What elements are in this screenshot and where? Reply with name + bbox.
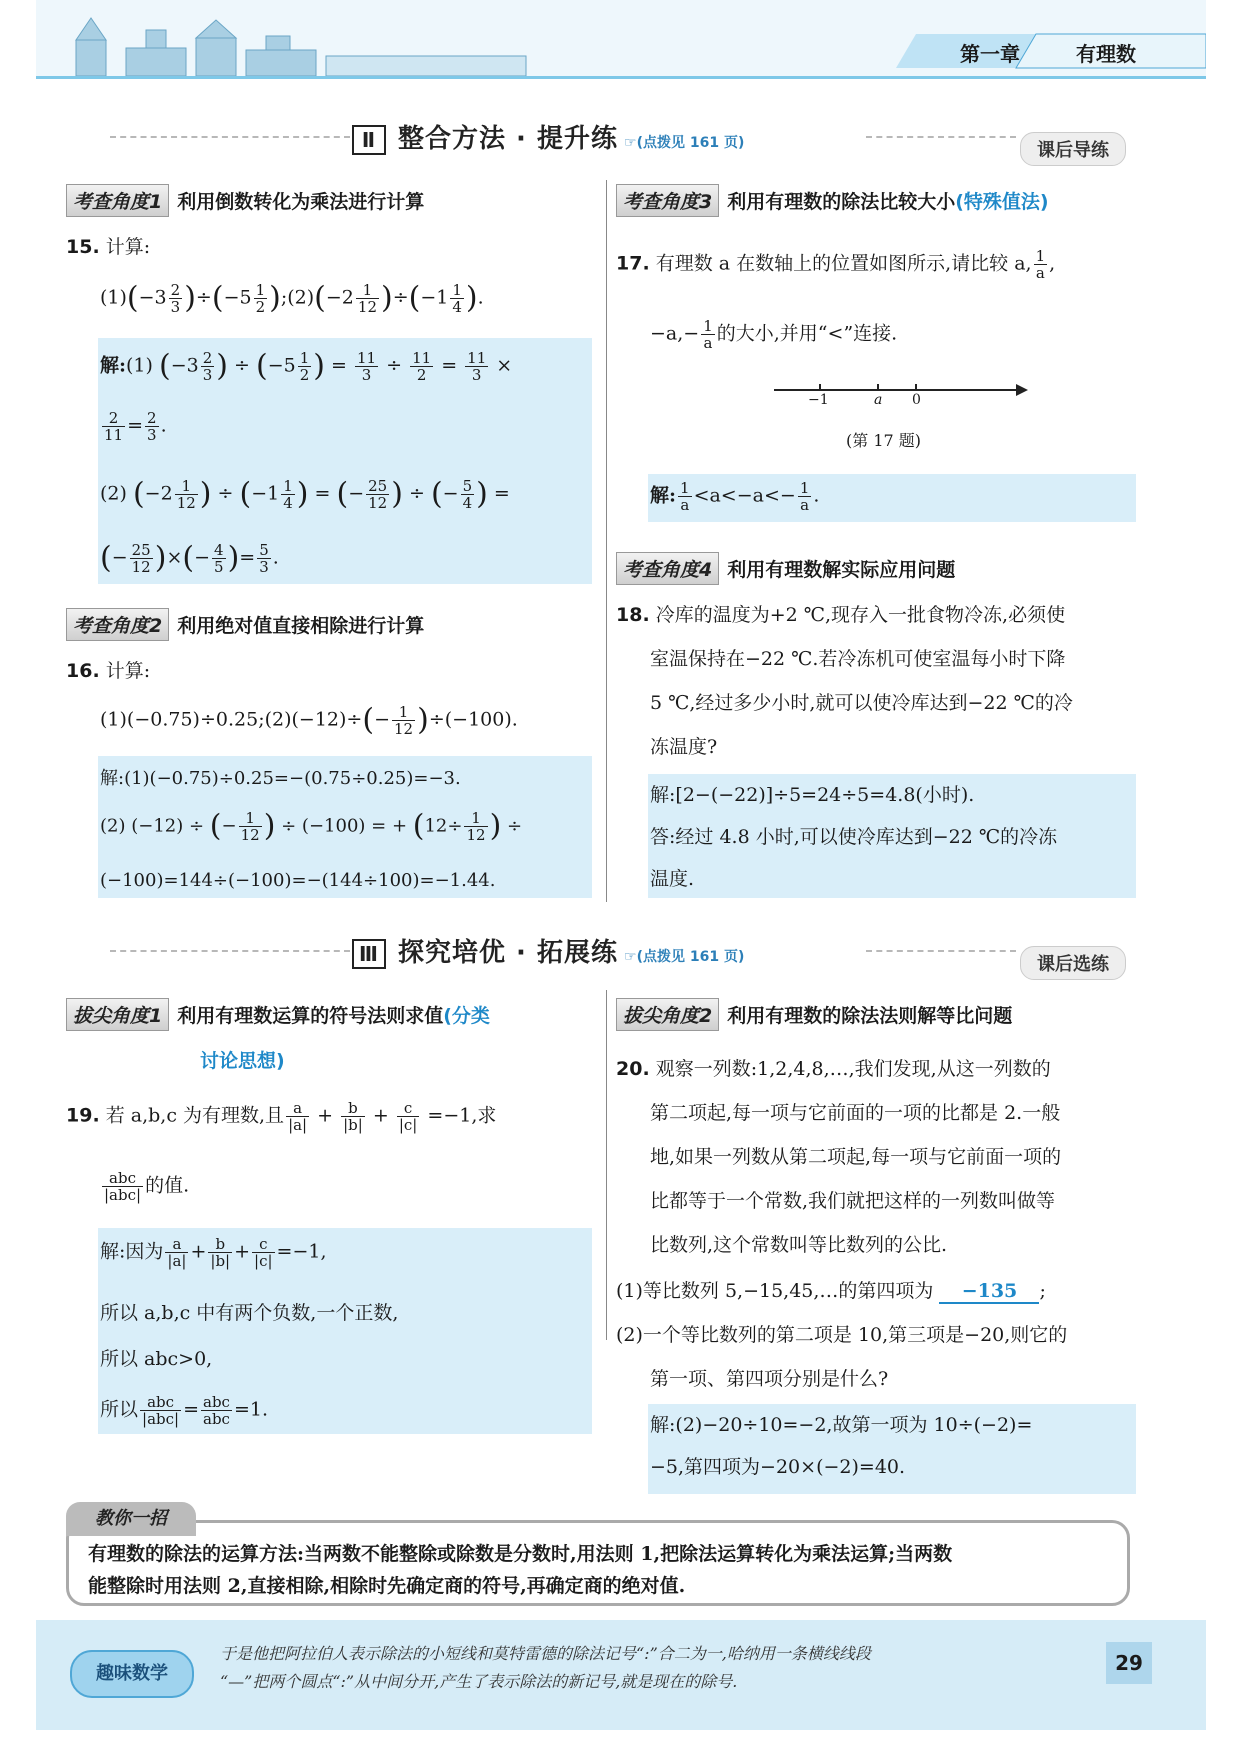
axis-label-neg1: −1 (808, 392, 829, 408)
q16-answer-1: 解:(1)(−0.75)÷0.25=−(0.75÷0.25)=−3. (100, 768, 461, 789)
q19-stem-2: $\frac{\text{abc}}{\text{|abc|}}$ 的值. (104, 1169, 190, 1204)
column-divider-top (606, 180, 607, 902)
q15-expression: (1)(−3 $\frac{2}{3}$ )÷(−5 $\frac{1}{2}$ );(2)(−2 $\frac{1}{12}$ )÷(−1 $\frac{1}{4}$ ). (100, 280, 484, 316)
section-3-title: Ⅲ 探究培优 · 拓展练 ☞(点拨见 161 页) (352, 932, 862, 966)
q17-stem-2: −a,− $\frac{1}{a}$ 的大小,并用“<”连接. (650, 317, 898, 352)
section-3-dash-left (110, 950, 350, 954)
ext-1-heading-cont: 讨论思想) (200, 1050, 285, 1072)
q18-line-4: 冻温度? (650, 736, 718, 758)
q20-line-5: 比数列,这个常数叫等比数列的公比. (650, 1234, 948, 1256)
axis-label-0: 0 (912, 392, 921, 408)
q18-answer-1: 解:[2−(−22)]÷5=24÷5=4.8(小时). (650, 784, 975, 806)
section-3-dash-right (866, 950, 1016, 954)
q19-answer-2: 所以 a,b,c 中有两个负数,一个正数, (100, 1302, 399, 1324)
section-2-ref: ☞(点拨见 161 页) (624, 135, 745, 151)
q17-answer: 解: $\frac{1}{a}$ <a<−a<− $\frac{1}{a}$ . (650, 479, 820, 514)
q20-line-3: 地,如果一列数从第二项起,每一项与它前面一项的 (650, 1146, 1062, 1168)
fun-math-badge: 趣味数学 (70, 1650, 194, 1698)
angle-2-heading: 考查角度2 利用绝对值直接相除进行计算 (66, 608, 424, 641)
q20-part-2a: (2)一个等比数列的第二项是 10,第三项是−20,则它的 (616, 1324, 1068, 1346)
q20-answer-2: −5,第四项为−20×(−2)=40. (650, 1456, 906, 1478)
ext-1-heading: 拔尖角度1 利用有理数运算的符号法则求值(分类 (66, 998, 490, 1031)
q18-line-3: 5 ℃,经过多少小时,就可以使冷库达到−22 ℃的冷 (650, 692, 1073, 714)
chapter-title: 有理数 (1076, 42, 1136, 66)
q15-stem: 15. 计算: (66, 236, 151, 258)
q15-answer-4: (− $\frac{25}{12}$ )×(− $\frac{4}{5}$ )= $\frac{5}{3}$ . (100, 540, 279, 576)
q20-answer-1: 解:(2)−20÷10=−2,故第一项为 10÷(−2)= (650, 1414, 1033, 1436)
q16-answer-2: (2) (−12) ÷ (− $\frac{1}{12}$ ) ÷ (−100) = + (12÷ $\frac{1}{12}$ ) ÷ (100, 808, 523, 844)
q19-answer-3: 所以 abc>0, (100, 1348, 213, 1370)
section-dash-right (866, 136, 1016, 140)
q20-part-2b: 第一项、第四项分别是什么? (650, 1368, 889, 1390)
ext-2-heading: 拔尖角度2 利用有理数的除法法则解等比问题 (616, 998, 1012, 1031)
q18-answer-2: 答:经过 4.8 小时,可以使冷库达到−22 ℃的冷冻 (650, 826, 1058, 848)
q20-part-1-answer: −135 (939, 1280, 1039, 1304)
header-banner (36, 0, 1206, 78)
section-3-tag: 课后选练 (1020, 946, 1126, 980)
q19-answer-4: 所以 $\frac{\text{abc}}{\text{|abc|}}$ = $\frac{\text{abc}}{\text{abc}}$ =1. (100, 1393, 269, 1428)
tip-text: 有理数的除法的运算方法:当两数不能整除或除数是分数时,用法则 1,把除法运算转化为乘法运算;当两数 能整除时用法则 2,直接相除,相除时先确定商的符号,再确定商的绝对值. (88, 1543, 953, 1597)
q19-answer-1: 解:因为 $\frac{a}{|a|}$ + $\frac{b}{|b|}$ + $\frac{c}{|c|}$ =−1, (100, 1235, 327, 1270)
figure-caption: (第 17 题) (846, 431, 922, 450)
q17-stem-1: 17. 有理数 a 在数轴上的位置如图所示,请比较 a, $\frac{1}{a}$ , (616, 247, 1056, 282)
angle-4-heading: 考查角度4 利用有理数解实际应用问题 (616, 552, 955, 585)
q15-answer-2: $\frac{2}{11}$ = $\frac{2}{3}$ . (104, 409, 167, 444)
angle-3-heading: 考查角度3 利用有理数的除法比较大小(特殊值法) (616, 184, 1049, 217)
q15-answer-1: 解:(1) (−3 $\frac{2}{3}$ ) ÷ (−5 $\frac{1}{2}$ ) = $\frac{11}{3}$ ÷ $\frac{11}{2}$ = $\frac{11}{3}$ × (100, 348, 513, 384)
q15-answer-3: (2) (−2 $\frac{1}{12}$ ) ÷ (−1 $\frac{1}{4}$ ) = (− $\frac{25}{12}$ ) ÷ (− $\frac{5}{4}$ ) = (100, 476, 510, 512)
angle-1-heading: 考查角度1 利用倒数转化为乘法进行计算 (66, 184, 424, 217)
q20-line-2: 第二项起,每一项与它前面的一项的比都是 2.一般 (650, 1102, 1061, 1124)
q20-line-4: 比都等于一个常数,我们就把这样的一列数叫做等 (650, 1190, 1056, 1212)
column-divider-bottom (606, 990, 607, 1340)
q16-answer-3: (−100)=144÷(−100)=−(144÷100)=−1.44. (100, 870, 496, 891)
q16-stem: 16. 计算: (66, 660, 151, 682)
page-number: 29 (1106, 1642, 1152, 1684)
q20-part-1: (1)等比数列 5,−15,45,…的第四项为 −135 ; (616, 1280, 1046, 1302)
q18-answer-3: 温度. (650, 868, 695, 890)
q20-line-1: 20. 观察一列数:1,2,4,8,…,我们发现,从这一列数的 (616, 1058, 1051, 1080)
section-dash-left (110, 136, 350, 140)
chapter-number: 第一章 (960, 42, 1020, 66)
header-divider (36, 76, 1206, 79)
section-3-ref: ☞(点拨见 161 页) (624, 949, 745, 965)
q18-line-1: 18. 冷库的温度为+2 ℃,现存入一批食物冷冻,必须使 (616, 604, 1066, 626)
footer-text: 于是他把阿拉伯人表示除法的小短线和莫特雷德的除法记号“:”合二为一,哈纳用一条横线线段 “—”把两个圆点“:”从中间分开,产生了表示除法的新记号,就是现在的除号. (220, 1644, 871, 1691)
section-2-title: Ⅱ 整合方法 · 提升练 ☞(点拨见 161 页) (352, 118, 862, 152)
axis-label-a: a (874, 392, 883, 408)
q18-line-2: 室温保持在−22 ℃.若冷冻机可使室温每小时下降 (650, 648, 1066, 670)
section-2-tag: 课后导练 (1020, 132, 1126, 166)
q16-expression: (1)(−0.75)÷0.25;(2)(−12)÷(− $\frac{1}{12}$ )÷(−100). (100, 702, 518, 738)
tip-label: 教你一招 (66, 1502, 196, 1536)
q19-stem-1: 19. 若 a,b,c 为有理数,且 $\frac{a}{|a|}$ + $\frac{b}{|b|}$ + $\frac{c}{|c|}$ =−1,求 (66, 1099, 497, 1134)
